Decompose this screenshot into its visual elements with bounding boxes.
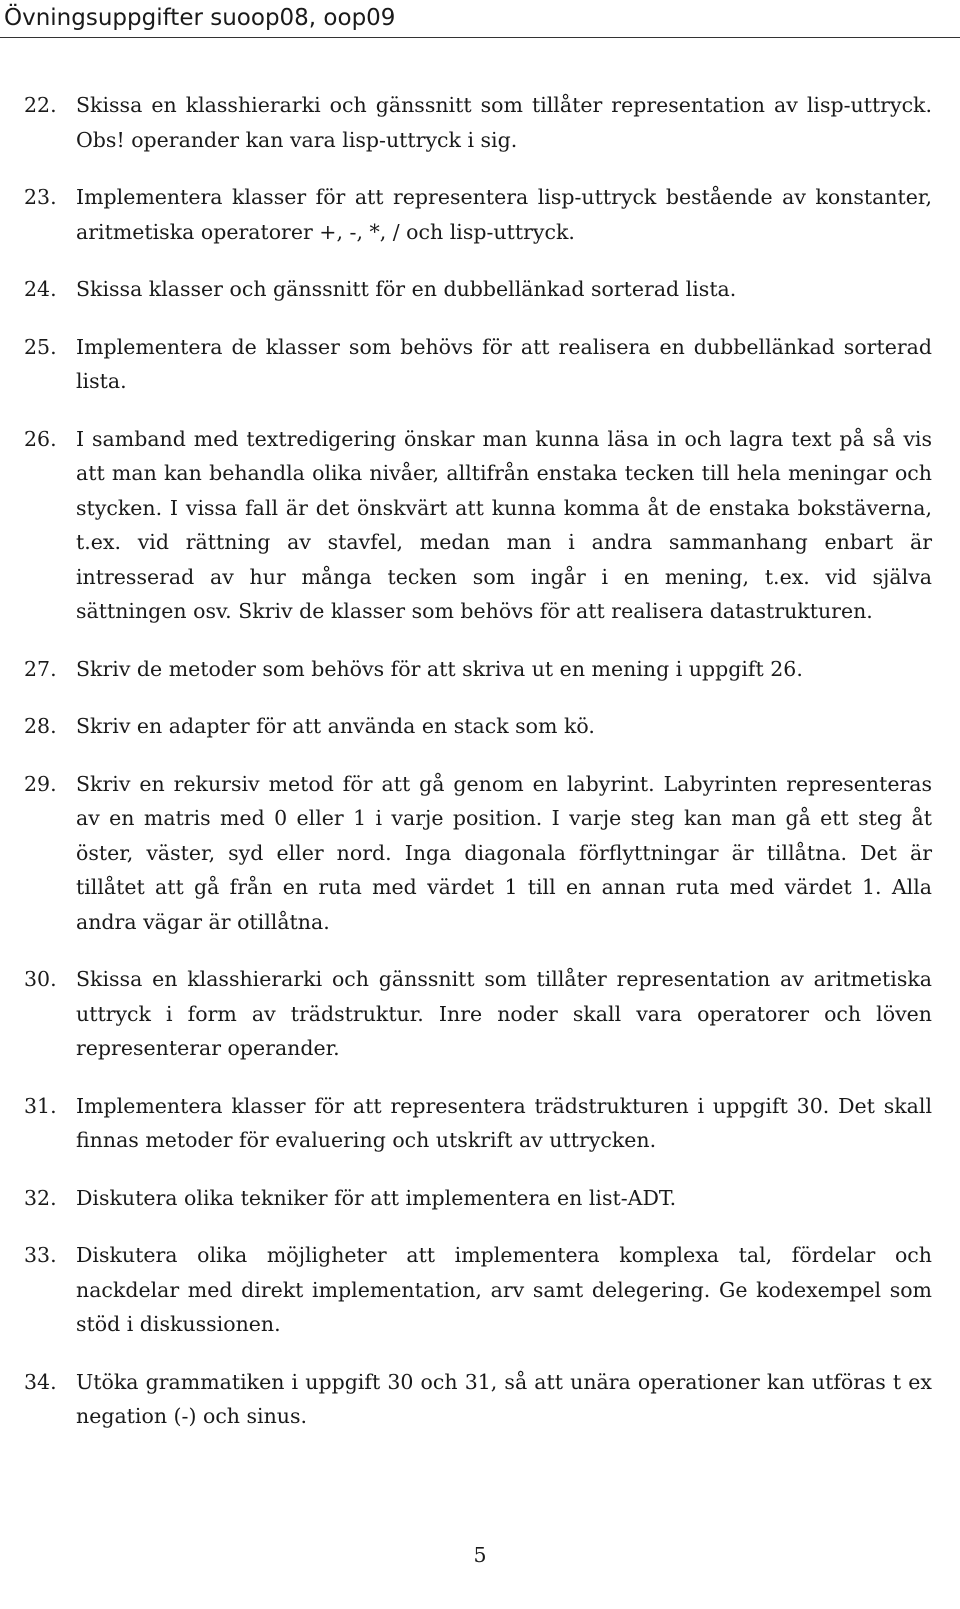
exercise-item-24 (24, 272, 932, 307)
exercise-text: Diskutera olika tekniker för att implementera en list-ADT. (76, 1185, 677, 1210)
exercise-text: Skissa en klasshierarki och gänssnitt som tillåter representation av lisp-uttryck. Obs! operander kan vara lisp-uttryck i sig. (76, 93, 932, 152)
header-title: Övningsuppgifter suoop08, oop09 (4, 5, 396, 31)
exercise-number: 30. (24, 967, 57, 991)
exercise-number: 23. (24, 185, 57, 209)
exercise-text: Skriv en rekursiv metod för att gå genom en labyrint. Labyrinten representeras av en matris med 0 eller 1 i varje position. I varje steg kan man gå ett steg åt öster, väster, syd eller nord. Inga diagonala förflyttningar är tillåtna. Det är tillåtet att gå från en ruta med värdet 1 till en annan ruta med värdet 1. Alla andra vägar är otillåtna. (76, 771, 932, 934)
exercise-item-22 (24, 88, 932, 157)
exercise-number: 27. (24, 656, 57, 681)
page-number: 5 (473, 1543, 487, 1567)
exercise-number: 29. (24, 771, 57, 796)
exercise-number: 25. (24, 334, 57, 359)
exercise-item-25 (24, 330, 932, 399)
exercise-item-30 (24, 962, 932, 1066)
exercise-item-26 (24, 422, 932, 629)
exercise-text: Implementera klasser för att representera lisp-uttryck bestående av konstanter, aritmetiska operatorer +, -, *, / och lisp-uttryck. (76, 185, 932, 244)
exercise-list (24, 88, 932, 1457)
exercise-item-28 (24, 709, 932, 744)
exercise-item-31 (24, 1089, 932, 1158)
exercise-text: Skriv en adapter för att använda en stack som kö. (76, 714, 595, 738)
exercise-text: Implementera klasser för att representera trädstrukturen i uppgift 30. Det skall finnas metoder för evaluering och utskrift av uttrycken. (76, 1093, 932, 1152)
exercise-item-34 (24, 1365, 932, 1434)
exercise-text: I samband med textredigering önskar man kunna läsa in och lagra text på så vis att man kan behandla olika nivåer, alltifrån enstaka tecken till hela meningar och stycken. I vissa fall är det önskvärt att kunna komma åt de enstaka bokstäverna, t.ex. vid rättning av stavfel, medan man i andra sammanhang enbart är intresserad av hur många tecken som ingår i en mening, t.ex. vid själva sättningen osv. Skriv de klasser som behövs för att realisera datastrukturen. (76, 426, 932, 623)
exercise-number: 28. (24, 714, 57, 738)
exercise-item-23 (24, 180, 932, 249)
exercise-number: 31. (24, 1093, 57, 1118)
exercise-text: Skriv de metoder som behövs för att skriva ut en mening i uppgift 26. (76, 656, 803, 681)
exercise-number: 26. (24, 426, 57, 451)
page-header (0, 0, 960, 36)
exercise-item-29 (24, 767, 932, 940)
exercise-number: 32. (24, 1185, 57, 1210)
exercise-item-33 (24, 1238, 932, 1342)
exercise-text: Implementera de klasser som behövs för att realisera en dubbellänkad sorterad lista. (76, 334, 932, 393)
exercise-number: 24. (24, 277, 57, 301)
exercise-text: Diskutera olika möjligheter att implementera komplexa tal, fördelar och nackdelar med direkt implementation, arv samt delegering. Ge kodexempel som stöd i diskussionen. (76, 1243, 932, 1336)
exercise-number: 33. (24, 1243, 57, 1267)
exercise-text: Utöka grammatiken i uppgift 30 och 31, så att unära operationer kan utföras t ex negation (-) och sinus. (76, 1369, 932, 1428)
exercise-number: 34. (24, 1369, 57, 1394)
exercise-text: Skissa en klasshierarki och gänssnitt som tillåter representation av aritmetiska uttryck i form av trädstruktur. Inre noder skall vara operatorer och löven representerar operander. (76, 967, 932, 1060)
exercise-item-32 (24, 1181, 932, 1216)
exercise-text: Skissa klasser och gänssnitt för en dubbellänkad sorterad lista. (76, 277, 737, 301)
header-rule (0, 37, 960, 38)
exercise-item-27 (24, 652, 932, 687)
exercise-number: 22. (24, 93, 57, 117)
